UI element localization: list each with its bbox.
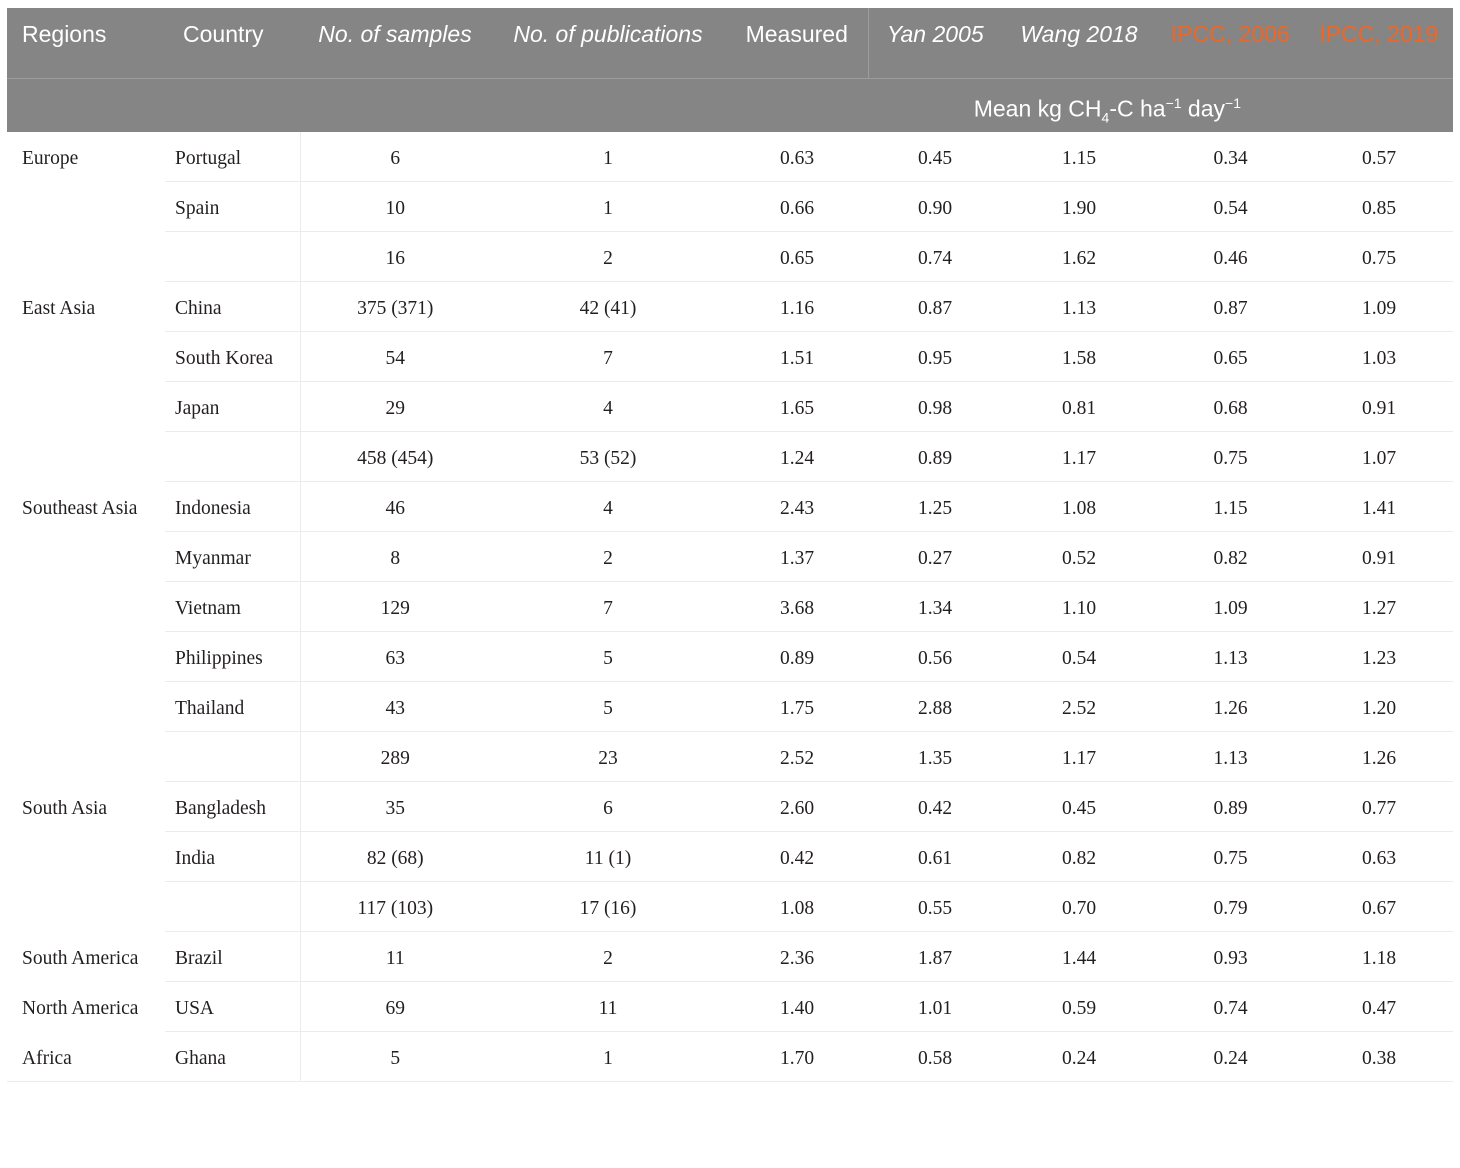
region-cell xyxy=(7,881,165,931)
ipcc-2019-cell: 1.07 xyxy=(1305,431,1453,481)
ipcc-2006-cell: 0.75 xyxy=(1156,431,1305,481)
publications-cell: 4 xyxy=(490,381,726,431)
yan-2005-cell: 0.89 xyxy=(868,431,1002,481)
table-row xyxy=(7,681,1453,731)
measured-cell: 0.66 xyxy=(726,181,868,231)
col-header-wang-2018: Wang 2018 xyxy=(1002,8,1156,78)
yan-2005-cell: 0.98 xyxy=(868,381,1002,431)
table-row xyxy=(7,181,1453,231)
samples-cell: 129 xyxy=(300,581,490,631)
col-header-measured: Measured xyxy=(726,8,868,78)
ipcc-2019-cell: 0.38 xyxy=(1305,1031,1453,1081)
ipcc-2006-cell: 0.65 xyxy=(1156,331,1305,381)
samples-cell: 375 (371) xyxy=(300,281,490,331)
ipcc-2019-cell: 0.63 xyxy=(1305,831,1453,881)
ipcc-2019-cell: 0.91 xyxy=(1305,531,1453,581)
ch4-emission-table xyxy=(7,8,1453,1082)
publications-cell: 2 xyxy=(490,931,726,981)
region-cell xyxy=(7,581,165,631)
table-row xyxy=(7,331,1453,381)
publications-cell: 2 xyxy=(490,531,726,581)
table-row xyxy=(7,381,1453,431)
col-header-ipcc-2006: IPCC, 2006 xyxy=(1156,8,1305,78)
measured-cell: 3.68 xyxy=(726,581,868,631)
yan-2005-cell: 0.58 xyxy=(868,1031,1002,1081)
samples-cell: 8 xyxy=(300,531,490,581)
region-cell: Southeast Asia xyxy=(7,481,165,531)
country-cell: Vietnam xyxy=(165,581,300,631)
region-cell: Africa xyxy=(7,1031,165,1081)
table-row xyxy=(7,931,1453,981)
country-cell: Myanmar xyxy=(165,531,300,581)
yan-2005-cell: 1.87 xyxy=(868,931,1002,981)
yan-2005-cell: 0.56 xyxy=(868,631,1002,681)
header-row xyxy=(7,8,1453,78)
wang-2018-cell: 1.44 xyxy=(1002,931,1156,981)
samples-cell: 82 (68) xyxy=(300,831,490,881)
publications-cell: 1 xyxy=(490,132,726,182)
publications-cell: 42 (41) xyxy=(490,281,726,331)
yan-2005-cell: 0.61 xyxy=(868,831,1002,881)
country-cell: Bangladesh xyxy=(165,781,300,831)
publications-cell: 1 xyxy=(490,181,726,231)
ipcc-2019-cell: 0.57 xyxy=(1305,132,1453,182)
samples-cell: 29 xyxy=(300,381,490,431)
measured-cell: 1.08 xyxy=(726,881,868,931)
ipcc-2019-cell: 1.27 xyxy=(1305,581,1453,631)
ipcc-2006-cell: 1.13 xyxy=(1156,631,1305,681)
col-header-samples: No. of samples xyxy=(300,8,490,78)
measured-cell: 2.43 xyxy=(726,481,868,531)
publications-cell: 7 xyxy=(490,331,726,381)
table-row xyxy=(7,431,1453,481)
wang-2018-cell: 1.08 xyxy=(1002,481,1156,531)
yan-2005-cell: 1.34 xyxy=(868,581,1002,631)
table-row xyxy=(7,581,1453,631)
wang-2018-cell: 1.17 xyxy=(1002,431,1156,481)
publications-cell: 11 (1) xyxy=(490,831,726,881)
samples-cell: 458 (454) xyxy=(300,431,490,481)
ipcc-2019-cell: 1.41 xyxy=(1305,481,1453,531)
ipcc-2006-cell: 0.82 xyxy=(1156,531,1305,581)
ipcc-2006-cell: 0.74 xyxy=(1156,981,1305,1031)
measured-cell: 1.37 xyxy=(726,531,868,581)
region-cell: South America xyxy=(7,931,165,981)
country-cell: Portugal xyxy=(165,132,300,182)
measured-cell: 1.70 xyxy=(726,1031,868,1081)
unit-label: Mean kg $CH_4-C$ $ha^{-1}$ day$^{-1}$ xyxy=(7,78,1453,132)
publications-cell: 1 xyxy=(490,1031,726,1081)
measured-cell: 2.36 xyxy=(726,931,868,981)
ipcc-2019-cell: 1.18 xyxy=(1305,931,1453,981)
ipcc-2006-cell: 1.09 xyxy=(1156,581,1305,631)
ipcc-2006-cell: 0.89 xyxy=(1156,781,1305,831)
col-header-publications: No. of publications xyxy=(490,8,726,78)
table-row xyxy=(7,231,1453,281)
ipcc-2019-cell: 0.77 xyxy=(1305,781,1453,831)
wang-2018-cell: 0.24 xyxy=(1002,1031,1156,1081)
country-cell: Thailand xyxy=(165,681,300,731)
region-cell xyxy=(7,381,165,431)
table-body xyxy=(7,132,1453,1082)
country-cell xyxy=(165,731,300,781)
measured-cell: 1.40 xyxy=(726,981,868,1031)
samples-cell: 35 xyxy=(300,781,490,831)
wang-2018-cell: 0.81 xyxy=(1002,381,1156,431)
region-cell xyxy=(7,531,165,581)
samples-cell: 10 xyxy=(300,181,490,231)
country-cell xyxy=(165,431,300,481)
publications-cell: 5 xyxy=(490,631,726,681)
region-cell xyxy=(7,831,165,881)
country-cell: Spain xyxy=(165,181,300,231)
wang-2018-cell: 0.45 xyxy=(1002,781,1156,831)
yan-2005-cell: 0.45 xyxy=(868,132,1002,182)
samples-cell: 6 xyxy=(300,132,490,182)
country-cell: Ghana xyxy=(165,1031,300,1081)
ipcc-2006-cell: 0.75 xyxy=(1156,831,1305,881)
table-row xyxy=(7,531,1453,581)
yan-2005-cell: 0.27 xyxy=(868,531,1002,581)
measured-cell: 0.63 xyxy=(726,132,868,182)
samples-cell: 69 xyxy=(300,981,490,1031)
country-cell: Brazil xyxy=(165,931,300,981)
measured-cell: 1.75 xyxy=(726,681,868,731)
region-cell xyxy=(7,731,165,781)
wang-2018-cell: 1.13 xyxy=(1002,281,1156,331)
region-cell: North America xyxy=(7,981,165,1031)
country-cell: Philippines xyxy=(165,631,300,681)
measured-cell: 0.65 xyxy=(726,231,868,281)
yan-2005-cell: 0.55 xyxy=(868,881,1002,931)
table-row xyxy=(7,281,1453,331)
table-row xyxy=(7,731,1453,781)
region-cell xyxy=(7,231,165,281)
region-cell: South Asia xyxy=(7,781,165,831)
publications-cell: 4 xyxy=(490,481,726,531)
ipcc-2006-cell: 1.26 xyxy=(1156,681,1305,731)
ipcc-2006-cell: 0.68 xyxy=(1156,381,1305,431)
ipcc-2019-cell: 0.47 xyxy=(1305,981,1453,1031)
country-cell: Indonesia xyxy=(165,481,300,531)
ipcc-2006-cell: 0.24 xyxy=(1156,1031,1305,1081)
country-cell xyxy=(165,881,300,931)
wang-2018-cell: 1.58 xyxy=(1002,331,1156,381)
country-cell: India xyxy=(165,831,300,881)
samples-cell: 117 (103) xyxy=(300,881,490,931)
publications-cell: 7 xyxy=(490,581,726,631)
table-row xyxy=(7,981,1453,1031)
yan-2005-cell: 1.25 xyxy=(868,481,1002,531)
measured-cell: 1.24 xyxy=(726,431,868,481)
publications-cell: 5 xyxy=(490,681,726,731)
samples-cell: 46 xyxy=(300,481,490,531)
yan-2005-cell: 0.74 xyxy=(868,231,1002,281)
yan-2005-cell: 1.01 xyxy=(868,981,1002,1031)
col-header-country: Country xyxy=(165,8,300,78)
yan-2005-cell: 0.95 xyxy=(868,331,1002,381)
yan-2005-cell: 0.87 xyxy=(868,281,1002,331)
table-row xyxy=(7,1031,1453,1081)
col-header-yan-2005: Yan 2005 xyxy=(868,8,1002,78)
publications-cell: 2 xyxy=(490,231,726,281)
table-row xyxy=(7,781,1453,831)
yan-2005-cell: 0.90 xyxy=(868,181,1002,231)
ipcc-2019-cell: 1.03 xyxy=(1305,331,1453,381)
wang-2018-cell: 1.15 xyxy=(1002,132,1156,182)
measured-cell: 0.42 xyxy=(726,831,868,881)
table-row xyxy=(7,831,1453,881)
samples-cell: 43 xyxy=(300,681,490,731)
wang-2018-cell: 0.70 xyxy=(1002,881,1156,931)
table-row xyxy=(7,132,1453,182)
country-cell: USA xyxy=(165,981,300,1031)
measured-cell: 2.60 xyxy=(726,781,868,831)
measured-cell: 1.16 xyxy=(726,281,868,331)
country-cell: Japan xyxy=(165,381,300,431)
country-cell: China xyxy=(165,281,300,331)
measured-cell: 2.52 xyxy=(726,731,868,781)
samples-cell: 289 xyxy=(300,731,490,781)
publications-cell: 53 (52) xyxy=(490,431,726,481)
country-cell xyxy=(165,231,300,281)
publications-cell: 6 xyxy=(490,781,726,831)
table-row xyxy=(7,481,1453,531)
ipcc-2019-cell: 0.91 xyxy=(1305,381,1453,431)
samples-cell: 5 xyxy=(300,1031,490,1081)
measured-cell: 1.65 xyxy=(726,381,868,431)
ipcc-2019-cell: 1.23 xyxy=(1305,631,1453,681)
ipcc-2006-cell: 0.93 xyxy=(1156,931,1305,981)
publications-cell: 11 xyxy=(490,981,726,1031)
region-cell xyxy=(7,631,165,681)
ipcc-2006-cell: 0.87 xyxy=(1156,281,1305,331)
region-cell xyxy=(7,431,165,481)
region-cell xyxy=(7,331,165,381)
wang-2018-cell: 0.54 xyxy=(1002,631,1156,681)
ipcc-2006-cell: 0.46 xyxy=(1156,231,1305,281)
wang-2018-cell: 0.59 xyxy=(1002,981,1156,1031)
col-header-ipcc-2019: IPCC, 2019 xyxy=(1305,8,1453,78)
samples-cell: 16 xyxy=(300,231,490,281)
samples-cell: 63 xyxy=(300,631,490,681)
ipcc-2019-cell: 1.26 xyxy=(1305,731,1453,781)
yan-2005-cell: 1.35 xyxy=(868,731,1002,781)
ipcc-2019-cell: 0.67 xyxy=(1305,881,1453,931)
ipcc-2006-cell: 0.34 xyxy=(1156,132,1305,182)
yan-2005-cell: 2.88 xyxy=(868,681,1002,731)
wang-2018-cell: 1.10 xyxy=(1002,581,1156,631)
table-row xyxy=(7,881,1453,931)
wang-2018-cell: 1.62 xyxy=(1002,231,1156,281)
yan-2005-cell: 0.42 xyxy=(868,781,1002,831)
ipcc-2019-cell: 0.85 xyxy=(1305,181,1453,231)
wang-2018-cell: 1.90 xyxy=(1002,181,1156,231)
measured-cell: 1.51 xyxy=(726,331,868,381)
publications-cell: 23 xyxy=(490,731,726,781)
region-cell: East Asia xyxy=(7,281,165,331)
measured-cell: 0.89 xyxy=(726,631,868,681)
region-cell xyxy=(7,681,165,731)
wang-2018-cell: 0.82 xyxy=(1002,831,1156,881)
ipcc-2019-cell: 1.20 xyxy=(1305,681,1453,731)
ipcc-2019-cell: 0.75 xyxy=(1305,231,1453,281)
table-row xyxy=(7,631,1453,681)
samples-cell: 54 xyxy=(300,331,490,381)
ipcc-2006-cell: 0.79 xyxy=(1156,881,1305,931)
ipcc-2006-cell: 1.13 xyxy=(1156,731,1305,781)
ipcc-2006-cell: 1.15 xyxy=(1156,481,1305,531)
country-cell: South Korea xyxy=(165,331,300,381)
publications-cell: 17 (16) xyxy=(490,881,726,931)
wang-2018-cell: 2.52 xyxy=(1002,681,1156,731)
wang-2018-cell: 0.52 xyxy=(1002,531,1156,581)
wang-2018-cell: 1.17 xyxy=(1002,731,1156,781)
ipcc-2006-cell: 0.54 xyxy=(1156,181,1305,231)
region-cell: Europe xyxy=(7,132,165,182)
col-header-regions: Regions xyxy=(7,8,165,78)
region-cell xyxy=(7,181,165,231)
ipcc-2019-cell: 1.09 xyxy=(1305,281,1453,331)
samples-cell: 11 xyxy=(300,931,490,981)
unit-row xyxy=(7,78,1453,132)
